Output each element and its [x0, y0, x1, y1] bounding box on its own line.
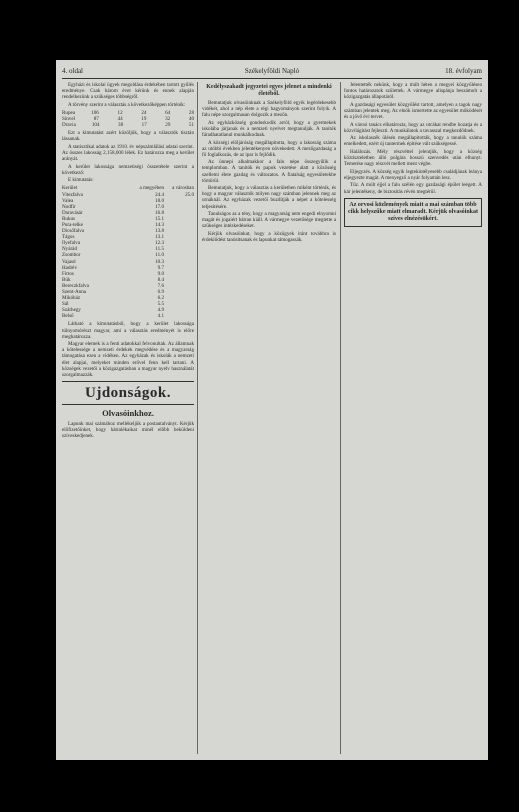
paragraph: Jelentették nekünk, hogy a múlt héten a megyei közgyűlésen fontos határozatok születtek. A vármegye alispánja beszámolt a közigazgatás állapotáról. — [344, 82, 482, 101]
table-row: Hadrév 9.7 — [62, 264, 164, 271]
paragraph: Halálozás. Mély részvéttel jelentjük, hogy a község köztiszteletben álló polgára hosszú szenvedés után elhunyt. Temetése nagy részvét mellett ment végbe. — [344, 148, 482, 168]
paragraph: A városi tanács elhatározta, hogy az utcákat rendbe hozatja és a közvilágítást fejleszti. A munkálatok a tavasszal megkezdődnek. — [344, 121, 482, 134]
section-title: Ujdonságok. — [62, 381, 194, 405]
paragraph: Az ünnepi alkalmakkor a falu népe összegyűlik a templomban. A tanítók és papok vezetése alatt a közösség szellemi élete gazdag és változatos. A fiatalság egyesületekbe tömörül. — [202, 159, 336, 184]
notice-box: Az orvosi közlemények miatt a mai számban több cikk helyszűke miatt elmaradt. Kérjük olvasóinkat szíves elnézésükért. — [344, 198, 482, 228]
table-row: Bük 8.4 — [62, 276, 164, 283]
paragraph: Kérjük olvasóinkat, hogy a közügyek iránt továbbra is érdeklődést tanúsítsanak és lapunkat támogassák. — [202, 230, 336, 243]
page-header — [62, 66, 482, 79]
table-row: Daravásár 16.8 — [62, 209, 164, 216]
table-row: Firtos 9.0 — [62, 270, 164, 277]
table-row: Nyárád 11.5 — [62, 246, 164, 253]
column-divider — [340, 82, 341, 754]
table-row: Szent-Anna 6.9 — [62, 289, 164, 295]
paragraph: Bemutatjuk olvasóinknak a Székelyföld egyik legérdekesebb vidékét, ahol a nép élete a régi hagyományok szerint folyik. A falu népe szorgalmasan dolgozik a mezőn. — [202, 100, 336, 119]
table-row: Bereczkfalva 7.6 — [62, 282, 164, 289]
table-row: Dicsőfalva 13.8 — [62, 228, 164, 235]
article-heading: Kedélyszakadt jegyzetei egyes jelenet a mindenki életéből. — [206, 84, 332, 97]
table-row: Belső 4.1 — [62, 313, 164, 320]
paragraph: Tűz. A múlt éjjel a falu szélén egy gazdasági épület leégett. A kár jelentékeny, de biztosítás révén megtérül. — [344, 182, 482, 195]
paragraph: Bemutatjuk, hogy a választás a kerületben miként történik, és hogy a magyar választók milyen nagy számban jelennek meg az urnáknál. Az egyházak vezetői buzdítják a népet a kötelesség teljesítésére. — [202, 185, 336, 210]
page-number: 4. oldal — [62, 67, 83, 75]
paragraph: Az egyházközség gondoskodik arról, hogy a gyermekek iskolába járjanak és a nemzeti nyelvet megtanulják. A tanítók fáradhatatlanul munkálkodnak. — [202, 119, 336, 138]
paragraph: A gazdasági egyesület közgyűlést tartott, amelyen a tagok nagy számban jelentek meg. Az elnök ismertette az egyesület működését és a jövő évi tervet. — [344, 101, 482, 120]
table-row: Ilyefalva 12.3 — [62, 240, 164, 247]
column-3 — [344, 82, 482, 754]
paragraph: Eljegyzés. A község egyik legtekintélyesebb családjának leánya eljegyezte magát. A menyegző a nyár folyamán lesz. — [344, 168, 482, 181]
table-row: Mikóház 6.2 — [62, 295, 164, 302]
paragraph: Magyar elemek is a fenti adatokkal felvonultak. Az államnak a kötelessége a nemzeti érdekek megvédése és a magyarság támogatása ezen a vidéken. Az egyházak és iskolák a nemzeti élet alapjai, melyeket minden erővel fenn kell tartani. A községek vezetői a közigazgatásban a magyar nyelv használatát szorgalmazzák. — [62, 341, 194, 378]
table-row: Valea 18.0 — [62, 197, 164, 204]
table-row: Vitezfalva 24.4 25.0 — [62, 191, 194, 198]
table-row: Szárhegy 4.9 — [62, 307, 164, 314]
paragraph: Látható a kimutatásból, hogy a kerület lakossága túlnyomórészt magyar, ami a választás eredményét is előre meghatározza. — [62, 321, 194, 340]
table-row: Nodfir 17.0 — [62, 203, 164, 210]
paragraph: Ezt a kimutatást azért közöljük, hogy a választók tisztán lássanak. — [62, 130, 194, 143]
population-table — [62, 185, 194, 319]
table-row: Pura-telke 14.3 — [62, 221, 164, 228]
table-row: Tágos 13.1 — [62, 234, 164, 241]
table-row: Dravia 104 38 17 29 51 — [62, 122, 194, 129]
paragraph: Egyházi és iskolai ügyek megoldása érdekében tartott gyűlés eredménye. Csak három évet kérünk és ennek alapján rendelkezünk a szükséges többségről. — [62, 82, 194, 101]
table-header: Kerület a megyében a városban — [62, 185, 194, 192]
newspaper-page — [56, 60, 488, 760]
issue-info: 18. évfolyam — [445, 67, 482, 75]
table-row: Zsombor 11.0 — [62, 252, 164, 259]
newspaper-name: Székelyföldi Napló — [244, 67, 300, 75]
vote-table — [62, 110, 194, 128]
section-subtitle: Olvasóinkhoz. — [102, 407, 154, 418]
table-row: Rupea 106 12 24 64 28 — [62, 109, 194, 116]
column-2 — [202, 82, 336, 754]
table-row: Rukus 15.1 — [62, 215, 164, 222]
paragraph: A községi elöljáróság megállapította, hogy a lakosság száma az utóbbi években jelentékenyen növekedett. A mezőgazdaság a fő foglalkozás, de az ipar is fejlődik. — [202, 139, 336, 158]
paragraph: A törvény szerint a választás a következőképpen történik: — [68, 101, 186, 108]
column-divider — [197, 82, 198, 754]
paragraph: Az iskolaszék ülésén megállapították, hogy a tanulók száma emelkedett, ezért új tantermek építése vált szükségessé. — [344, 135, 482, 148]
column-1 — [62, 82, 194, 754]
table-title: E kimutatás: — [68, 177, 94, 184]
paragraph: Lapunk mai számához mellékeljük a postautalványt. Kérjük előfizetőinket, hogy hátralékaikat minél előbb beküldeni szíveskedjenek. — [62, 420, 194, 439]
paragraph: A statisztikai adatok az 1910. év népszámlálási adatai szerint. Az összes lakosság 2,158,000 lélek. Ez határozza meg a kerület arányát. — [62, 143, 194, 163]
table-row: Sál 5.5 — [62, 301, 164, 308]
paragraph: Tanulságos az a tény, hogy a magyarság nem engedi elnyomni magát és jogaiért bátran kiáll. A vármegye vezetősége megtette a szükséges intézkedéseket. — [202, 211, 336, 230]
table-row: Sinvel 87 44 19 32 40 — [62, 115, 194, 122]
table-row: Vajasd 10.3 — [62, 258, 164, 265]
paragraph: A kerület lakossága nemzetiségi összetétele szerint a következő: — [62, 163, 194, 176]
